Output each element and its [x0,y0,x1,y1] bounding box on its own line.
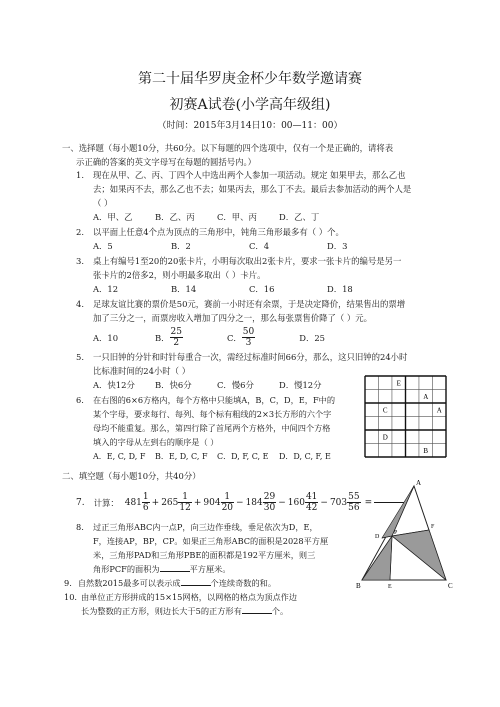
q7-fraction-2: $\frac{1}{12}$ [179,492,191,513]
question-8: 8. 过正三角形ABC内一点P，向三边作垂线，垂足依次为D，E， F，连接AP，BP，CP。如果正三角形ABC的面积是2028平方厘 米，三角形PAD和三角形PBE的面积都是192平方厘米，则三 角形PCF的面积为 平方厘米。 [76,522,329,574]
grid-cell [365,430,379,444]
grid-cell [419,430,433,444]
grid-cell [365,417,379,431]
label-p: P [394,530,398,536]
section1-heading: 一、选择题（每小题10分，共60分。以下每题的四个选项中，仅有一个是正确的，请将表 示正确的答案的英文字母写在每题的圆括号内。） [62,143,394,167]
section2-heading: 二、填空题（每小题10分，共40分） [62,471,201,481]
grid-cell [433,444,447,458]
exam-title: 第二十届华罗庚金杯少年数学邀请赛 [138,71,362,87]
grid-cell [392,430,406,444]
question-7: 7. 计算： 481 $\frac{1}{6}$ + 265 $\frac{1}{12}$ + 904 $\frac{1}{20}$ − 184 $\frac{29}{30}$ − 160 $\frac{41}{42}$ − 703 $\frac{55}{56}$ = [76,492,404,513]
q7-fraction-4: $\frac{29}{30}$ [263,492,276,513]
grid-letter: D [382,433,388,442]
grid-cell [406,444,420,458]
grid-cell [392,444,406,458]
grid-cell [379,417,393,431]
q7-fraction-3: $\frac{1}{20}$ [221,492,234,513]
grid-cell [379,390,393,404]
label-e: E [388,584,392,590]
q7-fraction-5: $\frac{41}{42}$ [305,492,318,513]
question-6-options: A．E, C, D, F B．E, D, C, F C．D, F, C, E D．D, C, F, E [93,452,331,461]
grid-cell [406,403,420,417]
grid-cell [365,403,379,417]
grid-letter: B [423,446,429,455]
q10-answer-blank[interactable] [242,613,272,614]
q7-fraction-6: $\frac{55}{56}$ [348,492,360,513]
q9-answer-blank[interactable] [181,585,211,586]
question-2-options: A．5 B．2 C．4 D．3 [93,241,348,251]
grid-cell [379,376,393,390]
grid-letter: A [423,392,429,401]
label-f: F [431,524,435,530]
grid-cell [406,430,420,444]
question-9: 9. 自然数2015最多可以表示成 个连续奇数的和。 [64,578,277,588]
grid-cell [406,390,420,404]
question-5: 5. 一只旧钟的分针和时针每重合一次，需经过标准时间66分，那么，这只旧钟的24小时 比标准时间的24小时（ ） [76,352,408,376]
label-c: C [448,582,453,590]
question-4-options: A．10 B． $\frac{25}{2}$ C． $\frac{50}{3}$ D．25 [93,327,325,348]
grid-cell [365,390,379,404]
grid-cell [433,430,447,444]
question-1-options: A．甲、乙 B．乙、丙 C．甲、丙 D．乙、丁 [93,212,320,222]
grid-cell [419,417,433,431]
triangle-figure [356,478,456,590]
grid-letter: A [436,406,442,415]
question-10: 10. 由单位正方形拼成的15×15网格，以网格的格点为顶点作边 长为整数的正方形，则边长大于5的正方形有 个。 [64,592,298,616]
grid-cell [392,417,406,431]
question-2: 2. 以平面上任意4个点为顶点的三角形中，钝角三角形最多有（ ）个。 [76,227,344,237]
option-c-fraction: $\frac{50}{3}$ [242,327,255,348]
grid-cell [419,376,433,390]
grid-letter: C [382,406,388,415]
grid-cell [406,376,420,390]
grid-cell [433,417,447,431]
question-5-options: A．快12分 B．快6分 C．慢6分 D．慢12分 [93,380,322,390]
question-6: 6. 在右图的6×6方格内，每个方格中只能填A，B，C，D，E，F中的 某个字母，要求每行、每列、每个标有粗线的2×3长方形的六个字 母均不能重复。那么，第四行除了首尾两个方格外，中间四个方格 填入的字母从左到右的顺序是（ ） [76,395,336,447]
exam-subtitle: 初赛A试卷(小学高年级组) [169,97,331,113]
label-d: D [375,534,380,540]
option-b-fraction: $\frac{25}{2}$ [170,327,182,348]
exam-time: （时间：2015年3月14日10：00—11：00） [157,121,343,131]
question-1: 1. 现在从甲、乙、丙、丁四个人中选出两个人参加一项活动。规定 如果甲去，那么乙也 去；如果丙不去，那么乙也不去；如果丙去，那么丁不去。最后去参加活动的两个人是 （ ） [76,170,412,208]
grid-cell [406,417,420,431]
question-3: 3. 桌上有编号1至20的20张卡片，小明每次取出2张卡片，要求一张卡片的编号是另一 张卡片的2倍多2，则小明最多取出（ ）卡片。 [76,256,402,280]
q8-answer-blank[interactable] [160,571,190,572]
question-3-options: A．12 B．14 C．16 D．18 [93,284,353,294]
grid-cell [419,403,433,417]
grid-cell [392,403,406,417]
grid-cell [379,444,393,458]
label-b: B [356,582,361,590]
grid-cell [392,390,406,404]
q7-fraction-1: $\frac{1}{6}$ [142,492,149,513]
label-a: A [416,479,422,487]
grid-cell [365,444,379,458]
grid-letter: E [396,379,401,388]
grid-cell [433,390,447,404]
grid-cell [365,376,379,390]
letter-grid-figure [364,375,448,459]
question-4: 4. 足球友谊比赛的票价是50元，赛前一小时还有余票，于是决定降价，结果售出的票增 加了三分之一，而票房收入增加了四分之一，那么每张票售价降了（ ）元。 [76,299,406,323]
grid-cell [433,376,447,390]
